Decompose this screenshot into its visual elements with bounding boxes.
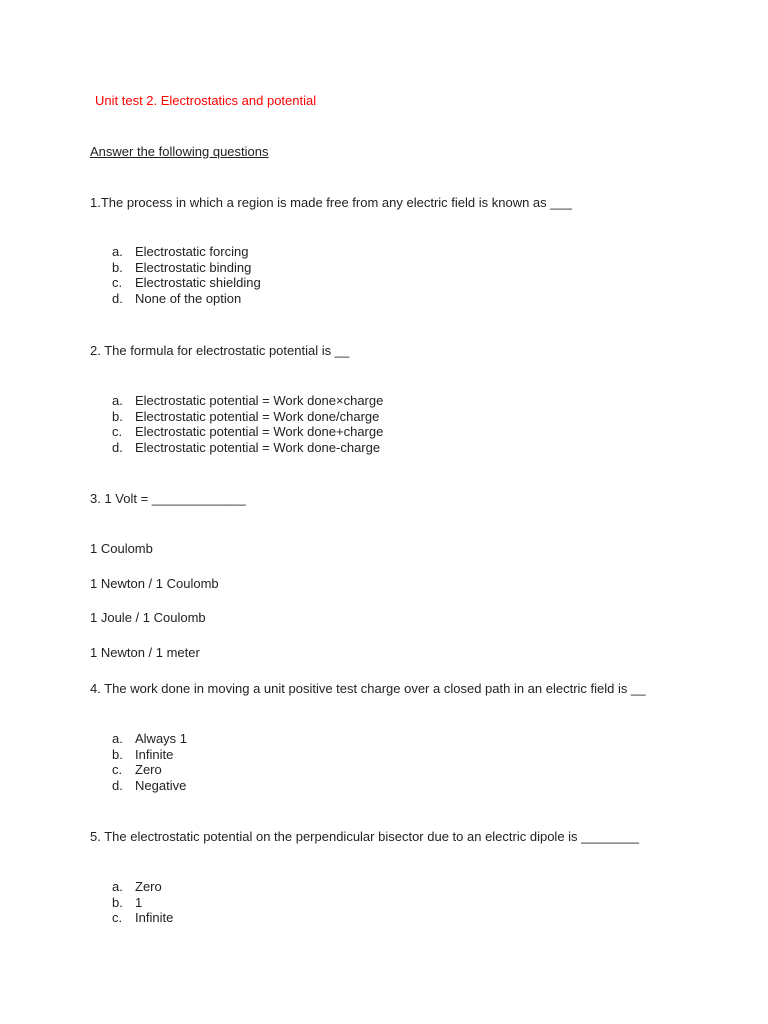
option-text: None of the option <box>135 291 242 307</box>
plain-option: 1 Joule / 1 Coulomb <box>90 610 206 625</box>
option-item <box>112 409 383 425</box>
option-letter: b. <box>112 894 123 910</box>
option-text: Electrostatic shielding <box>135 275 261 291</box>
option-text: Zero <box>135 762 162 778</box>
option-text: 1 <box>135 894 143 910</box>
option-item <box>112 424 383 440</box>
option-text: Electrostatic potential = Work done-charge <box>135 440 381 456</box>
option-text: Zero <box>135 879 162 894</box>
instruction-text: Answer the following questions <box>90 144 269 159</box>
option-letter: b. <box>112 746 123 762</box>
option-item <box>112 393 383 409</box>
option-letter: a. <box>112 393 123 408</box>
option-text: Electrostatic binding <box>135 259 252 275</box>
option-item <box>112 731 187 747</box>
question-5-options <box>112 879 173 926</box>
option-letter: b. <box>112 408 123 424</box>
option-letter: a. <box>112 879 123 894</box>
option-item <box>112 879 173 895</box>
option-letter: c. <box>112 762 123 778</box>
option-letter: b. <box>112 259 123 275</box>
option-item <box>112 778 187 794</box>
option-letter: d. <box>112 778 123 794</box>
option-item <box>112 895 173 911</box>
option-item <box>112 440 383 456</box>
option-letter: c. <box>112 424 123 440</box>
option-text: Electrostatic forcing <box>135 244 249 259</box>
option-item <box>112 275 261 291</box>
option-item <box>112 291 261 307</box>
question-2-options <box>112 393 383 456</box>
option-text: Electrostatic potential = Work done×charge <box>135 393 384 408</box>
option-item <box>112 747 187 763</box>
option-item <box>112 910 173 926</box>
question-3-text: 3. 1 Volt = _____________ <box>90 491 246 506</box>
question-5-text: 5. The electrostatic potential on the perpendicular bisector due to an electric dipole is ________ <box>90 829 640 844</box>
option-item <box>112 260 261 276</box>
plain-option: 1 Newton / 1 meter <box>90 645 200 660</box>
plain-option: 1 Coulomb <box>90 541 153 556</box>
option-letter: c. <box>112 910 123 926</box>
option-text: Electrostatic potential = Work done+charge <box>135 424 384 440</box>
option-text: Infinite <box>135 910 174 926</box>
option-letter: a. <box>112 731 123 746</box>
option-text: Infinite <box>135 746 174 762</box>
option-item <box>112 762 187 778</box>
option-letter: c. <box>112 275 123 291</box>
question-4-options <box>112 731 187 794</box>
option-letter: d. <box>112 440 123 456</box>
option-item <box>112 244 261 260</box>
option-letter: d. <box>112 291 123 307</box>
document-title: Unit test 2. Electrostatics and potential <box>95 93 317 108</box>
option-text: Electrostatic potential = Work done/charge <box>135 408 380 424</box>
option-letter: a. <box>112 244 123 259</box>
question-1-text: 1.The process in which a region is made free from any electric field is known as ___ <box>90 195 572 210</box>
question-4-text: 4. The work done in moving a unit positive test charge over a closed path in an electric field is __ <box>90 681 646 696</box>
question-1-options <box>112 244 261 307</box>
option-text: Always 1 <box>135 731 188 746</box>
plain-option: 1 Newton / 1 Coulomb <box>90 576 219 591</box>
option-text: Negative <box>135 778 187 794</box>
question-2-text: 2. The formula for electrostatic potential is __ <box>90 343 350 358</box>
